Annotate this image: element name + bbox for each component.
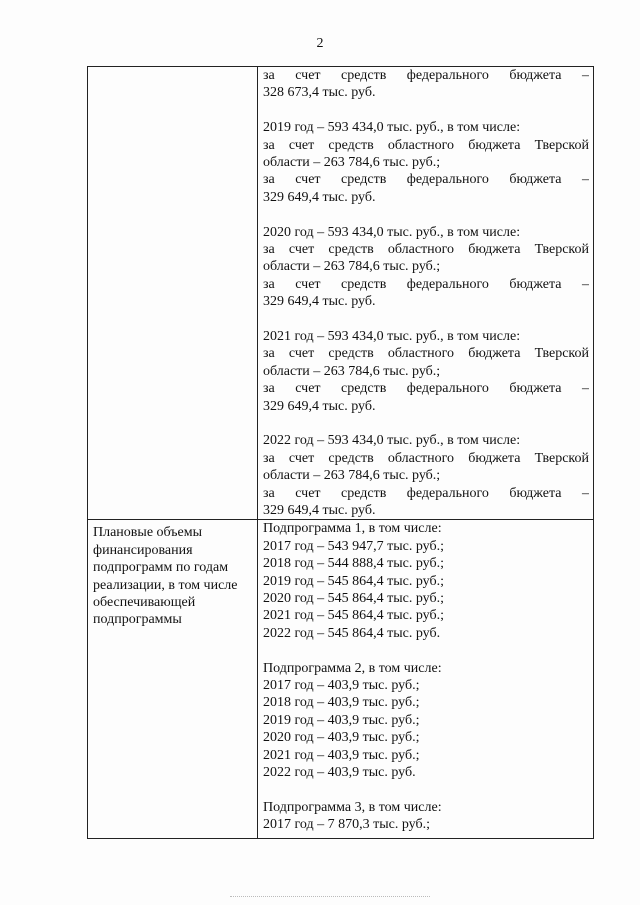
label-line: реализации, в том числе	[93, 577, 238, 593]
row2-right-cell	[258, 520, 594, 839]
row1-left-text	[88, 67, 257, 71]
row2-left-cell	[88, 520, 258, 839]
paragraph-gap	[263, 781, 589, 798]
text-line: 2018 год – 403,9 тыс. руб.;	[263, 695, 420, 711]
text-line: за счет средств федерального бюджета –	[263, 276, 589, 292]
text-line: 2021 год – 593 434,0 тыс. руб., в том числе:	[263, 328, 521, 344]
paragraph-gap	[263, 311, 589, 328]
text-line: Подпрограмма 3, в том числе:	[263, 799, 442, 815]
text-line: 2022 год – 403,9 тыс. руб.	[263, 765, 416, 781]
text-line: за счет средств областного бюджета Тверской	[263, 346, 589, 362]
text-line: 329 649,4 тыс. руб.	[263, 502, 376, 518]
label-line: обеспечивающей	[93, 594, 196, 610]
scan-artifact-line	[230, 896, 430, 899]
row2-right-text	[258, 520, 593, 833]
text-line: 2019 год – 593 434,0 тыс. руб., в том числе:	[263, 120, 521, 136]
paragraph-block	[263, 224, 589, 311]
page-number: 2	[316, 36, 324, 51]
text-line: 2021 год – 545 864,4 тыс. руб.;	[263, 608, 444, 624]
text-line: области – 263 784,6 тыс. руб.;	[263, 363, 441, 379]
paragraph-block	[263, 432, 589, 519]
paragraph-block	[263, 520, 589, 642]
paragraph-block	[263, 119, 589, 206]
text-line: 2019 год – 403,9 тыс. руб.;	[263, 712, 420, 728]
text-line: 328 673,4 тыс. руб.	[263, 85, 376, 101]
text-line: 2022 год – 593 434,0 тыс. руб., в том числе:	[263, 433, 521, 449]
text-line: области – 263 784,6 тыс. руб.;	[263, 154, 441, 170]
text-line: 2017 год – 403,9 тыс. руб.;	[263, 678, 420, 693]
text-line: за счет средств федерального бюджета –	[263, 68, 589, 83]
text-line: 2021 год – 403,9 тыс. руб.;	[263, 747, 420, 763]
label-line: Плановые объемы	[93, 525, 203, 541]
text-line: за счет средств федерального бюджета –	[263, 485, 589, 501]
text-line: 2017 год – 7 870,3 тыс. руб.;	[263, 817, 430, 833]
text-line: Подпрограмма 2, в том числе:	[263, 660, 442, 676]
text-line: 329 649,4 тыс. руб.	[263, 398, 376, 414]
text-line: области – 263 784,6 тыс. руб.;	[263, 468, 441, 484]
paragraph-gap	[263, 206, 589, 223]
row1-right-text	[258, 67, 593, 519]
text-line: за счет средств областного бюджета Тверской	[263, 137, 589, 153]
text-line: Подпрограмма 1, в том числе:	[263, 521, 442, 537]
label-line: подпрограммы	[93, 612, 182, 628]
paragraph-block	[263, 660, 589, 782]
text-line: 2019 год – 545 864,4 тыс. руб.;	[263, 573, 444, 589]
paragraph-block	[263, 328, 589, 415]
row2-left-text	[88, 520, 257, 628]
text-line: 2020 год – 403,9 тыс. руб.;	[263, 730, 420, 746]
paragraph-gap	[263, 415, 589, 432]
text-line: за счет средств федерального бюджета –	[263, 381, 589, 397]
paragraph-gap	[263, 642, 589, 659]
text-line: за счет средств федерального бюджета –	[263, 172, 589, 188]
text-line: 2017 год – 543 947,7 тыс. руб.;	[263, 538, 444, 554]
label-line: подпрограмм по годам	[93, 560, 229, 576]
row1-left-cell	[88, 67, 258, 520]
text-line: 329 649,4 тыс. руб.	[263, 294, 376, 310]
table-row-planned-volumes	[88, 520, 594, 839]
text-line: 2020 год – 545 864,4 тыс. руб.;	[263, 590, 444, 606]
paragraph-gap	[263, 102, 589, 119]
text-line: области – 263 784,6 тыс. руб.;	[263, 259, 441, 275]
paragraph-block	[263, 67, 589, 102]
text-line: за счет средств областного бюджета Тверской	[263, 241, 589, 257]
paragraph-block	[263, 799, 589, 834]
text-line: 329 649,4 тыс. руб.	[263, 189, 376, 205]
text-line: 2020 год – 593 434,0 тыс. руб., в том числе:	[263, 224, 521, 240]
table-row-federal-budget	[88, 67, 594, 520]
text-line: за счет средств областного бюджета Тверской	[263, 450, 589, 466]
row1-right-cell	[258, 67, 594, 520]
financing-table	[87, 66, 594, 839]
text-line: 2018 год – 544 888,4 тыс. руб.;	[263, 556, 444, 572]
label-line: финансирования	[93, 542, 193, 558]
text-line: 2022 год – 545 864,4 тыс. руб.	[263, 625, 441, 641]
